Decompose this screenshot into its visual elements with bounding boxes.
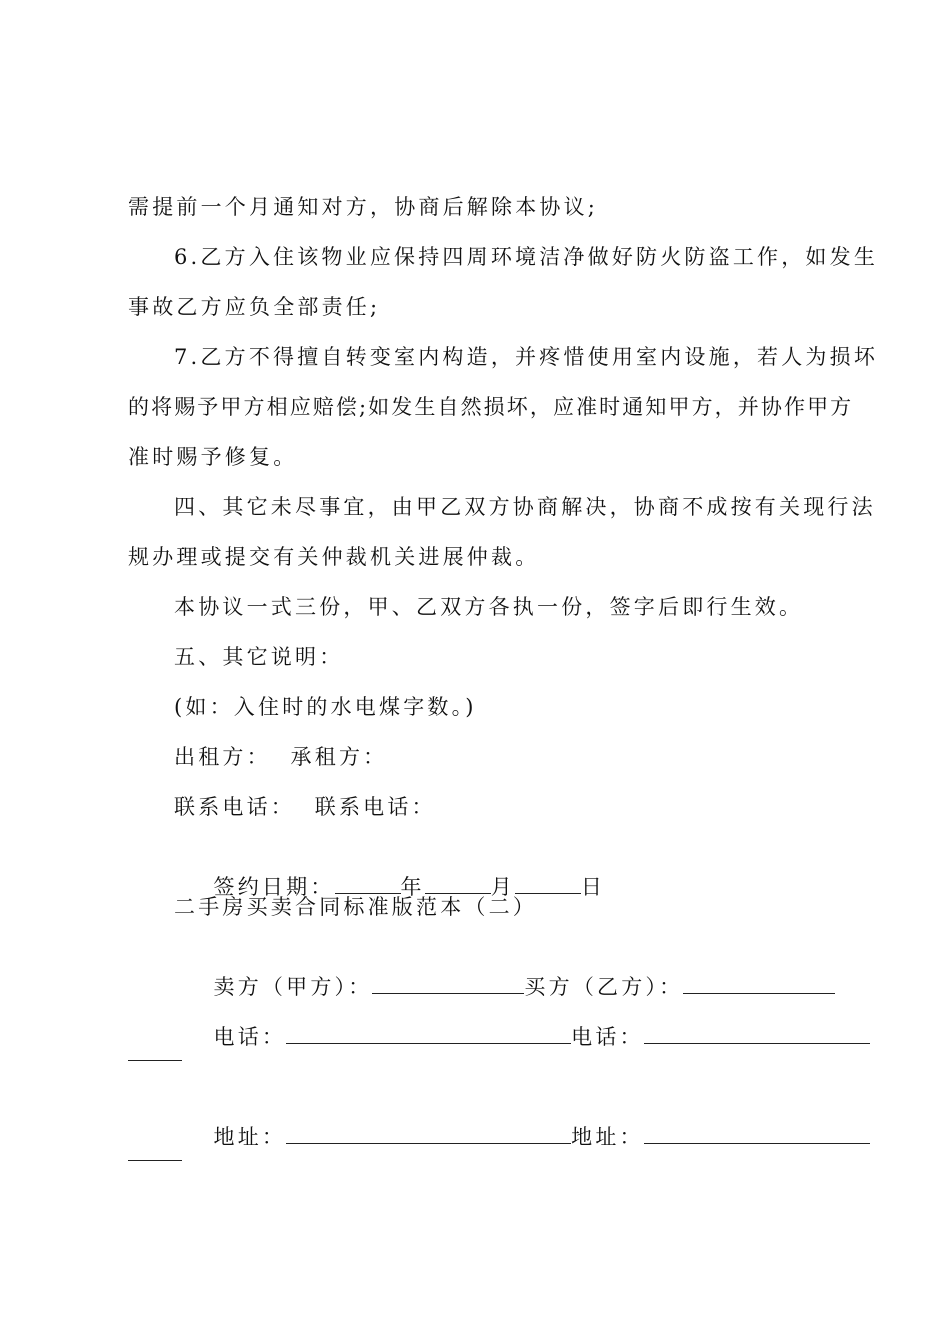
- year-blank[interactable]: [335, 873, 401, 894]
- buyer-address-label: 地址：: [571, 1125, 644, 1149]
- clause-7-line-2: 的将赐予甲方相应赔偿;如发生自然损坏，应准时通知甲方，并协作甲方: [128, 395, 854, 419]
- parties-line: 出租方： 承租方：: [174, 745, 388, 769]
- address-line: [174, 1092, 870, 1182]
- seller-label: 卖方（甲方）：: [213, 975, 373, 999]
- section-5-heading: 五、其它说明：: [174, 645, 344, 669]
- paragraph-line: 需提前一个月通知对方，协商后解除本协议;: [128, 195, 599, 219]
- section-4-line-1: 四、其它未尽事宜，由甲乙双方协商解决，协商不成按有关现行法: [174, 495, 876, 519]
- month-blank[interactable]: [425, 873, 491, 894]
- buyer-label: 买方（乙方）：: [524, 975, 684, 999]
- buyer-address-blank[interactable]: [644, 1123, 870, 1144]
- day-blank[interactable]: [515, 873, 581, 894]
- clause-6-line-1: 6.乙方入住该物业应保持四周环境洁净做好防火防盗工作，如发生: [174, 245, 879, 269]
- month-label: 月: [490, 875, 515, 899]
- section-4-line-2: 规办理或提交有关仲裁机关进展仲裁。: [128, 545, 540, 569]
- phone-line: [174, 992, 870, 1082]
- contract-title: 二手房买卖合同标准版范本（二）: [174, 895, 537, 919]
- seller-address-label: 地址：: [213, 1125, 287, 1149]
- clause-7-line-3: 准时赐予修复。: [128, 445, 298, 469]
- contact-phone-line: 联系电话： 联系电话：: [174, 795, 436, 819]
- signing-date-label: 签约日期：: [213, 875, 335, 899]
- clause-7-line-1: 7.乙方不得擅自转变室内构造，并疼惜使用室内设施，若人为损坏: [174, 345, 879, 369]
- buyer-phone-label: 电话：: [571, 1025, 644, 1049]
- section-5-note: (如：入住时的水电煤字数。): [174, 695, 477, 719]
- seller-phone-blank[interactable]: [286, 1023, 571, 1044]
- clause-6-line-2: 事故乙方应负全部责任;: [128, 295, 381, 319]
- phone-blank-continuation: [128, 1060, 182, 1061]
- buyer-phone-blank[interactable]: [644, 1023, 870, 1044]
- seller-address-blank[interactable]: [286, 1123, 571, 1144]
- seller-phone-label: 电话：: [213, 1025, 287, 1049]
- address-blank-continuation: [128, 1160, 182, 1161]
- copies-statement: 本协议一式三份，甲、乙双方各执一份，签字后即行生效。: [174, 595, 804, 619]
- seller-blank[interactable]: [372, 973, 524, 994]
- day-label: 日: [580, 875, 606, 899]
- year-label: 年: [400, 875, 425, 899]
- buyer-blank[interactable]: [683, 973, 835, 994]
